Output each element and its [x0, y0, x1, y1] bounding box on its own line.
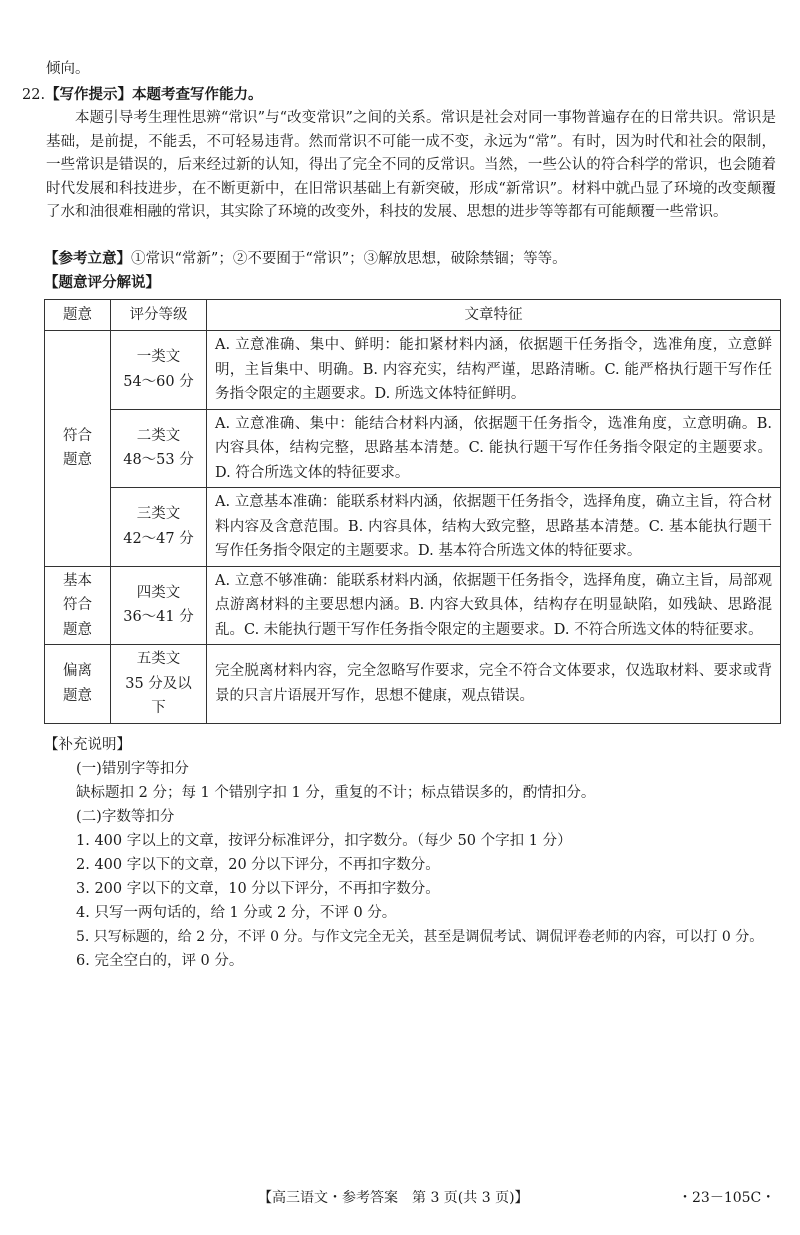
question-22-heading: [22, 84, 263, 106]
table-row: [45, 488, 781, 567]
table-row: [45, 566, 781, 645]
header-topic: 题意: [45, 300, 111, 331]
supplement-line: 4. 只写一两句话的，给 1 分或 2 分，不评 0 分。: [76, 905, 397, 921]
footer-page-info: 【高三语文・参考答案 第 3 页(共 3 页)】: [258, 1190, 529, 1206]
header-grade: 评分等级: [111, 300, 207, 331]
writing-hint-body: [46, 107, 776, 225]
supplement-line: (一)错别字等扣分: [76, 761, 189, 777]
group-label-basic: 基本 符合 题意: [45, 566, 111, 645]
reference-theme-text: ①常识“常新”；②不要囿于“常识”；③解放思想，破除禁锢；等等。: [131, 251, 567, 267]
supplement-line: 2. 400 字以下的文章，20 分以下评分，不再扣字数分。: [76, 857, 440, 873]
writing-hint-tag: 【写作提示】: [45, 87, 133, 103]
grade-cell: 一类文 54～60 分: [111, 331, 207, 410]
table-row: [45, 645, 781, 724]
footer-code: ・23－105C・: [678, 1190, 776, 1206]
table-row: [45, 409, 781, 488]
supplement-line: 6. 完全空白的，评 0 分。: [76, 953, 244, 969]
reference-theme: [44, 248, 567, 270]
feature-cell: A. 立意不够准确：能联系材料内涵，依据题干任务指令，选择角度，确立主旨，局部观点游离材料的主要思想内涵。B. 内容大致具体，结构存在明显缺陷，如残缺、思路混乱。C. 未能执行题干写作任务指令限定的主题要求。D. 不符合所选文体的特征要求。: [207, 566, 781, 645]
group-label-fits: 符合 题意: [45, 331, 111, 567]
grade-cell: 五类文 35 分及以下: [111, 645, 207, 724]
group-label-off-topic: 偏离 题意: [45, 645, 111, 724]
supplement-line: 1. 400 字以上的文章，按评分标准评分，扣字数分。（每少 50 个字扣 1 分）: [76, 833, 572, 849]
feature-cell: 完全脱离材料内容，完全忽略写作要求，完全不符合文体要求，仅选取材料、要求或背景的只言片语展开写作，思想不健康，观点错误。: [207, 645, 781, 724]
question-number: 22.: [22, 87, 46, 103]
grade-cell: 二类文 48～53 分: [111, 409, 207, 488]
feature-cell: A. 立意准确、集中、鲜明：能扣紧材料内涵，依据题干任务指令，选准角度，立意鲜明，主旨集中、明确。B. 内容充实，结构严谨，思路清晰。C. 能严格执行题干写作任务指令限定的主题要求。D. 所选文体特征鲜明。: [207, 331, 781, 410]
feature-cell: A. 立意准确、集中：能结合材料内涵，依据题干任务指令，选准角度，立意明确。B. 内容具体，结构完整，思路基本清楚。C. 能执行题干写作任务指令限定的主题要求。D. 符合所选文体的特征要求。: [207, 409, 781, 488]
feature-cell: A. 立意基本准确：能联系材料内涵，依据题干任务指令，选择角度，确立主旨，符合材料内容及含意范围。B. 内容具体，结构大致完整，思路基本清楚。C. 基本能执行题干写作任务指令限定的主题要求。D. 基本符合所选文体的特征要求。: [207, 488, 781, 567]
table-row: [45, 331, 781, 410]
grade-cell: 三类文 42～47 分: [111, 488, 207, 567]
supplement-line: 缺标题扣 2 分；每 1 个错别字扣 1 分，重复的不计；标点错误多的，酌情扣分。: [76, 785, 596, 801]
supplement-line: 5. 只写标题的，给 2 分，不评 0 分。与作文完全无关，甚至是调侃考试、调侃评卷老师的内容，可以打 0 分。: [76, 929, 764, 945]
reference-theme-tag: 【参考立意】: [44, 251, 131, 267]
grade-cell: 四类文 36～41 分: [111, 566, 207, 645]
supplement-line: (二)字数等扣分: [76, 809, 175, 825]
writing-hint-desc: 本题考查写作能力。: [132, 87, 263, 103]
continued-text: 倾向。: [46, 61, 90, 77]
header-feature: 文章特征: [207, 300, 781, 331]
writing-hint-paragraph: 本题引导考生理性思辨“常识”与“改变常识”之间的关系。常识是社会对同一事物普遍存在的日常共识。常识是基础，是前提，不能丢，不可轻易违背。然而常识不可能一成不变，永远为“常”。有时，因为时代和社会的限制，一些常识是错误的，后来经过新的认知，得出了完全不同的反常识。当然，一些公认的符合科学的常识，也会随着时代发展和科技进步，在不断更新中，在旧常识基础上有新突破，形成“新常识”。材料中就凸显了环境的改变颠覆了水和油很难相融的常识，其实除了环境的改变外，科技的发展、思想的进步等等都有可能颠覆一些常识。: [46, 110, 776, 221]
table-header-row: [45, 300, 781, 331]
scoring-explanation-tag: 【题意评分解说】: [44, 275, 160, 291]
supplement-title: 【补充说明】: [44, 737, 131, 753]
scoring-table: [44, 299, 781, 724]
supplement-line: 3. 200 字以下的文章，10 分以下评分，不再扣字数分。: [76, 881, 440, 897]
